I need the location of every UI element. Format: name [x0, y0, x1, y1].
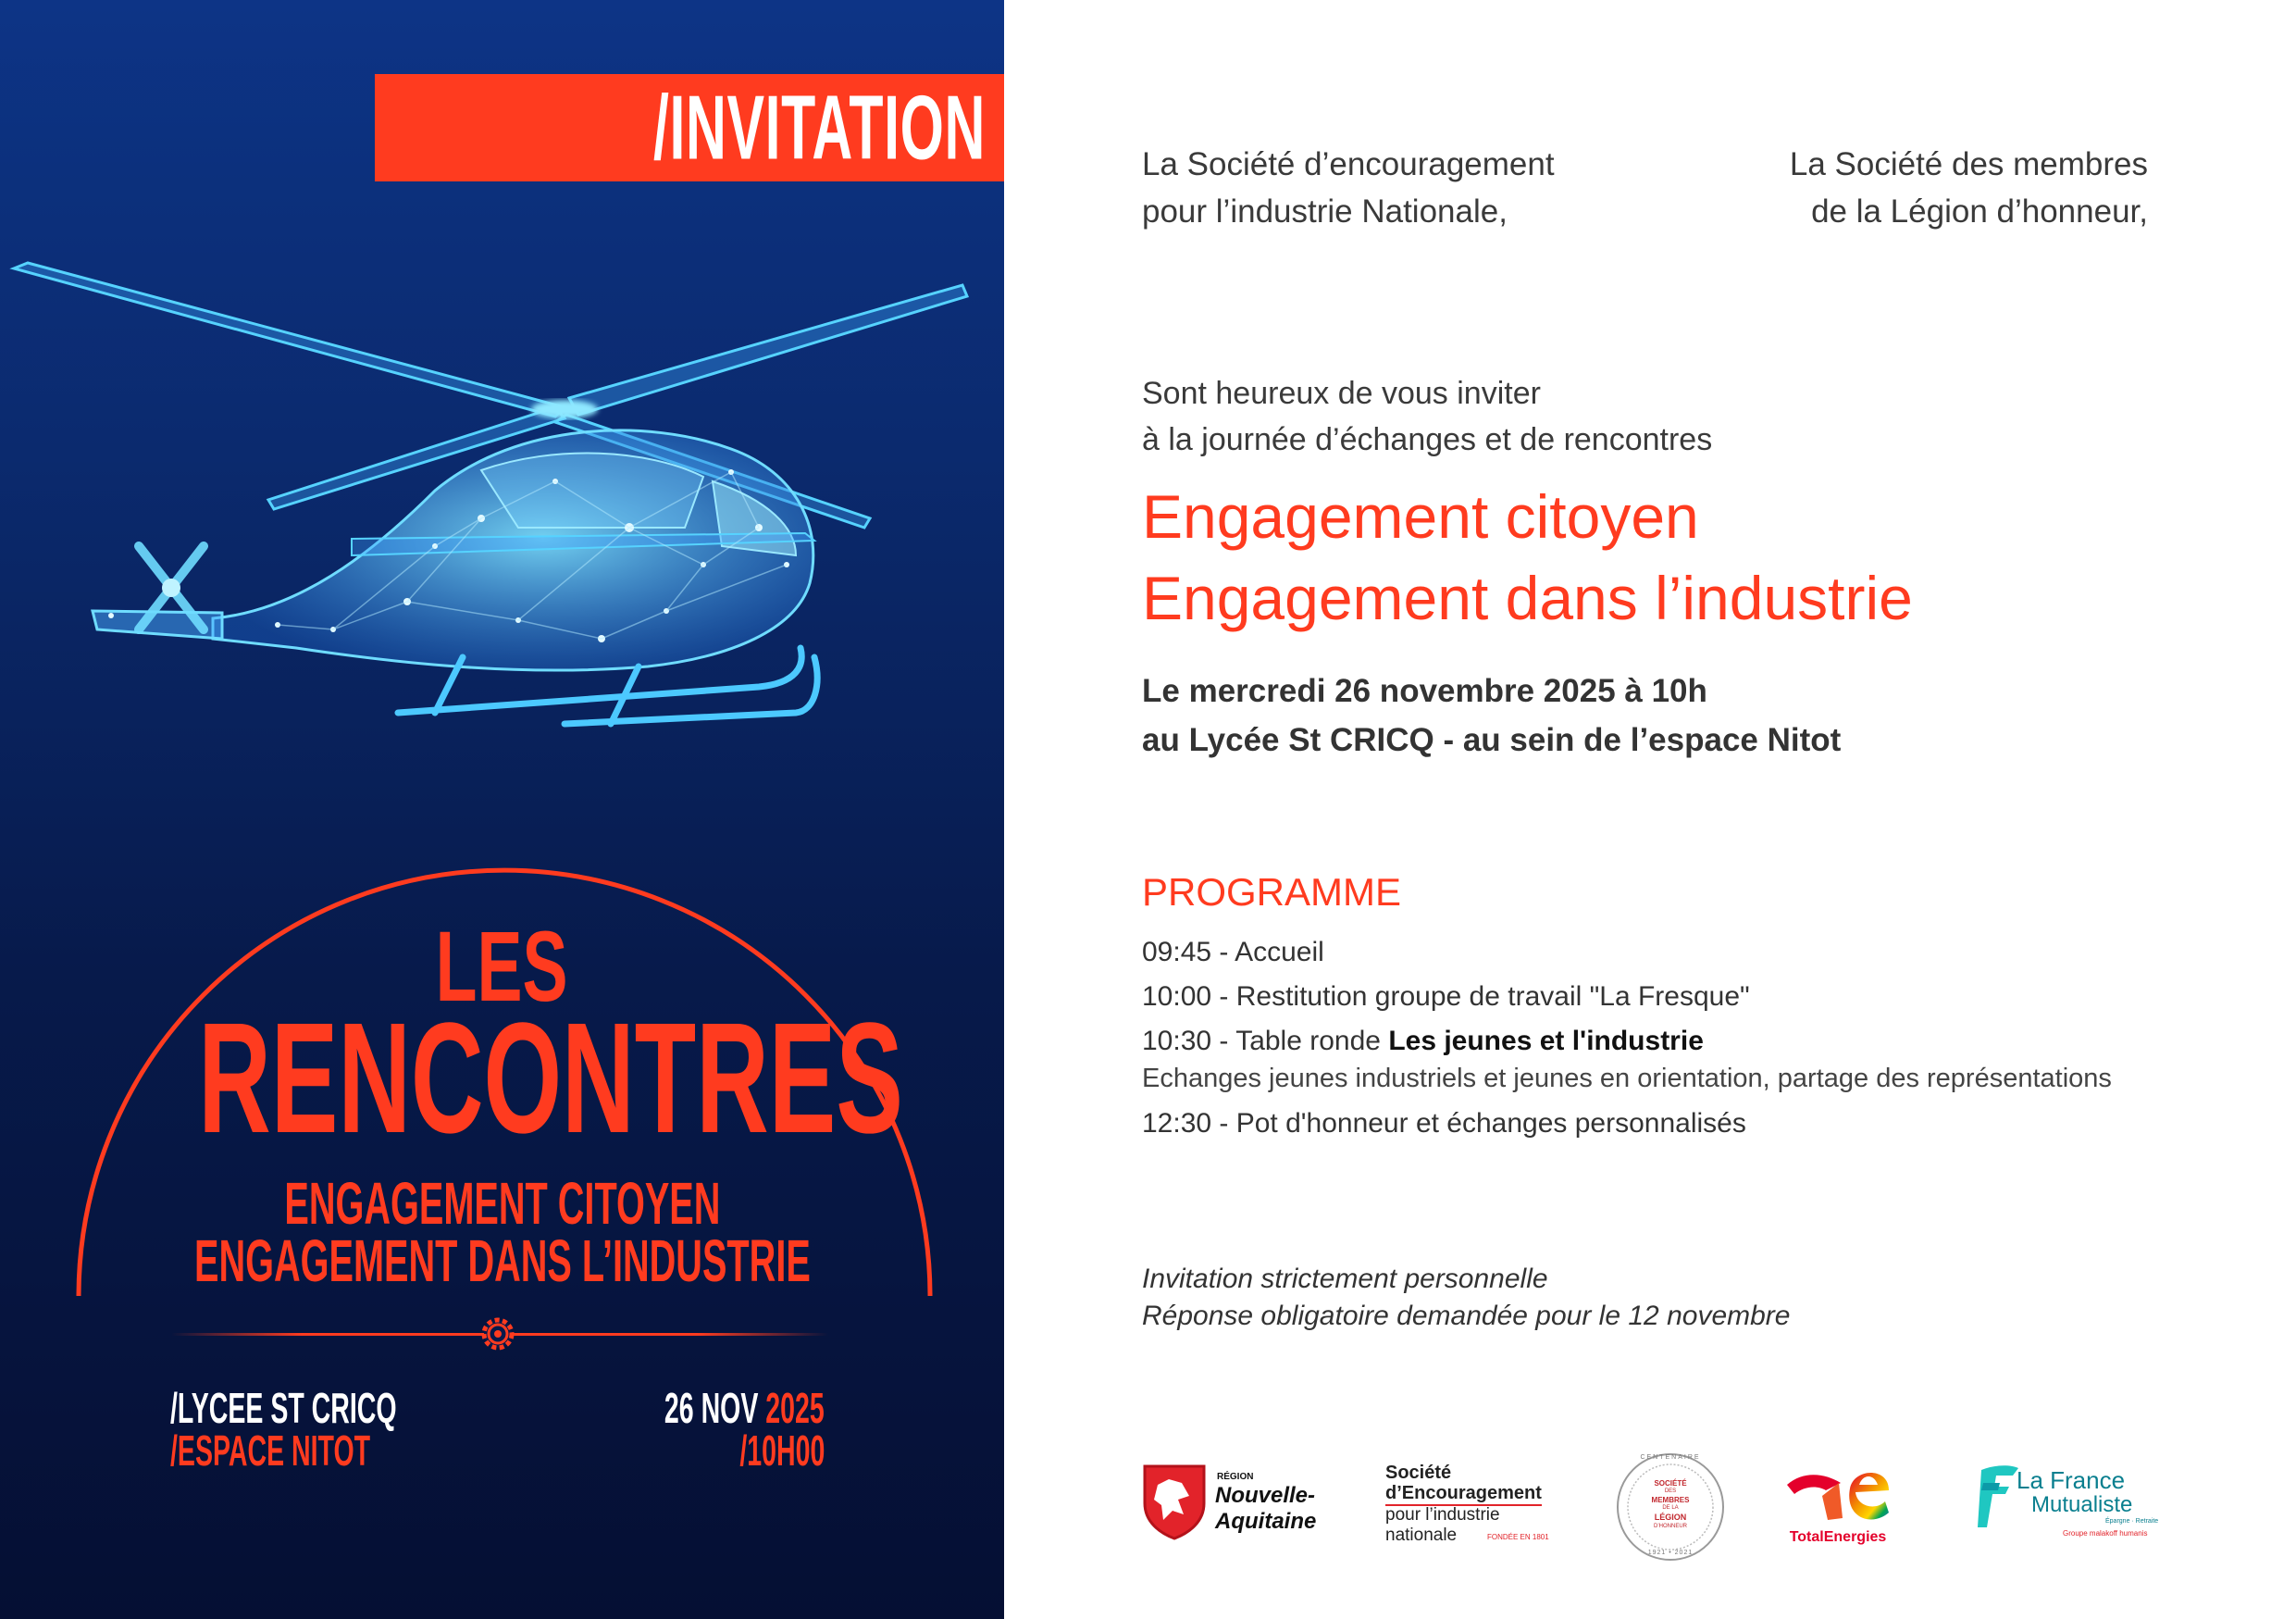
poster-rencontres: RENCONTRES	[198, 990, 903, 1166]
invitation-label: /INVITATION	[653, 76, 986, 179]
totalenergies-icon	[1785, 1463, 1893, 1524]
poster-venue-school: /LYCEE ST CRICQ	[170, 1384, 397, 1432]
invitation-banner	[375, 74, 1004, 181]
programme-item: 12:30 - Pot d'honneur et échanges personnalisés	[1142, 1108, 1746, 1139]
gear-icon	[479, 1315, 516, 1352]
event-location: au Lycée St CRICQ - au sein de l’espace Nitot	[1142, 722, 1842, 758]
lfm-icon	[1976, 1463, 2022, 1533]
poster-tagline-1: ENGAGEMENT CITOYEN	[283, 1170, 721, 1237]
poster-venue-space: /ESPACE NITOT	[170, 1426, 371, 1475]
la-france-mutualiste-logo: La France Mutualiste Épargne · Retraite Groupe malakoff humanis	[1976, 1463, 2161, 1551]
helicopter-illustration	[0, 250, 1004, 750]
host-legion: La Société des membres de la Légion d’honneur,	[1789, 146, 2148, 230]
event-details	[1142, 666, 1841, 765]
sei-logo: Société d’Encouragement pour l’industrie nationale FONDÉE EN 1801	[1385, 1463, 1549, 1545]
poster-tagline-2: ENGAGEMENT DANS L’INDUSTRIE	[193, 1227, 811, 1294]
shield-icon	[1141, 1463, 1208, 1540]
programme-item-topic: Les jeunes et l'industrie	[1388, 1026, 1704, 1056]
totalenergies-logo: TotalEnergies	[1778, 1463, 1898, 1551]
poster-time: /10H00	[739, 1426, 825, 1475]
nouvelle-aquitaine-logo: RÉGION Nouvelle- Aquitaine	[1141, 1463, 1317, 1546]
programme-item-detail: Echanges jeunes industriels et jeunes en orientation, partage des représentations	[1142, 1064, 2112, 1093]
poster-date-year: 2025	[765, 1384, 825, 1432]
programme-heading: PROGRAMME	[1142, 870, 1402, 914]
legion-honneur-seal: CENTENAIRE 1921 • 2021 SOCIÉTÉ DES MEMBRES DE LA LÉGION D’HONNEUR	[1615, 1451, 1726, 1563]
programme-item: 09:45 - Accueil	[1142, 937, 1324, 967]
host-sei: La Société d’encouragement pour l’industrie Nationale,	[1142, 146, 1555, 230]
programme-item: 10:00 - Restitution groupe de travail "La Fresque"	[1142, 981, 1750, 1012]
invitation-intro: Sont heureux de vous inviter à la journée d’échanges et de rencontres	[1142, 376, 1713, 457]
poster-date	[664, 1384, 825, 1432]
programme-item: 10:30 - Table ronde Les jeunes et l'industrie	[1142, 1026, 1704, 1056]
poster-panel	[0, 0, 1004, 1619]
invitation-content	[1004, 0, 2296, 1619]
poster-date-day: 26 NOV	[664, 1384, 759, 1432]
event-date: Le mercredi 26 novembre 2025 à 10h	[1142, 673, 1707, 709]
poster-les: LES	[436, 910, 568, 1022]
invitation-notes: Invitation strictement personnelle Réponse obligatoire demandée pour le 12 novembre	[1142, 1264, 1791, 1331]
event-title: Engagement citoyen Engagement dans l’industrie	[1142, 482, 1913, 632]
